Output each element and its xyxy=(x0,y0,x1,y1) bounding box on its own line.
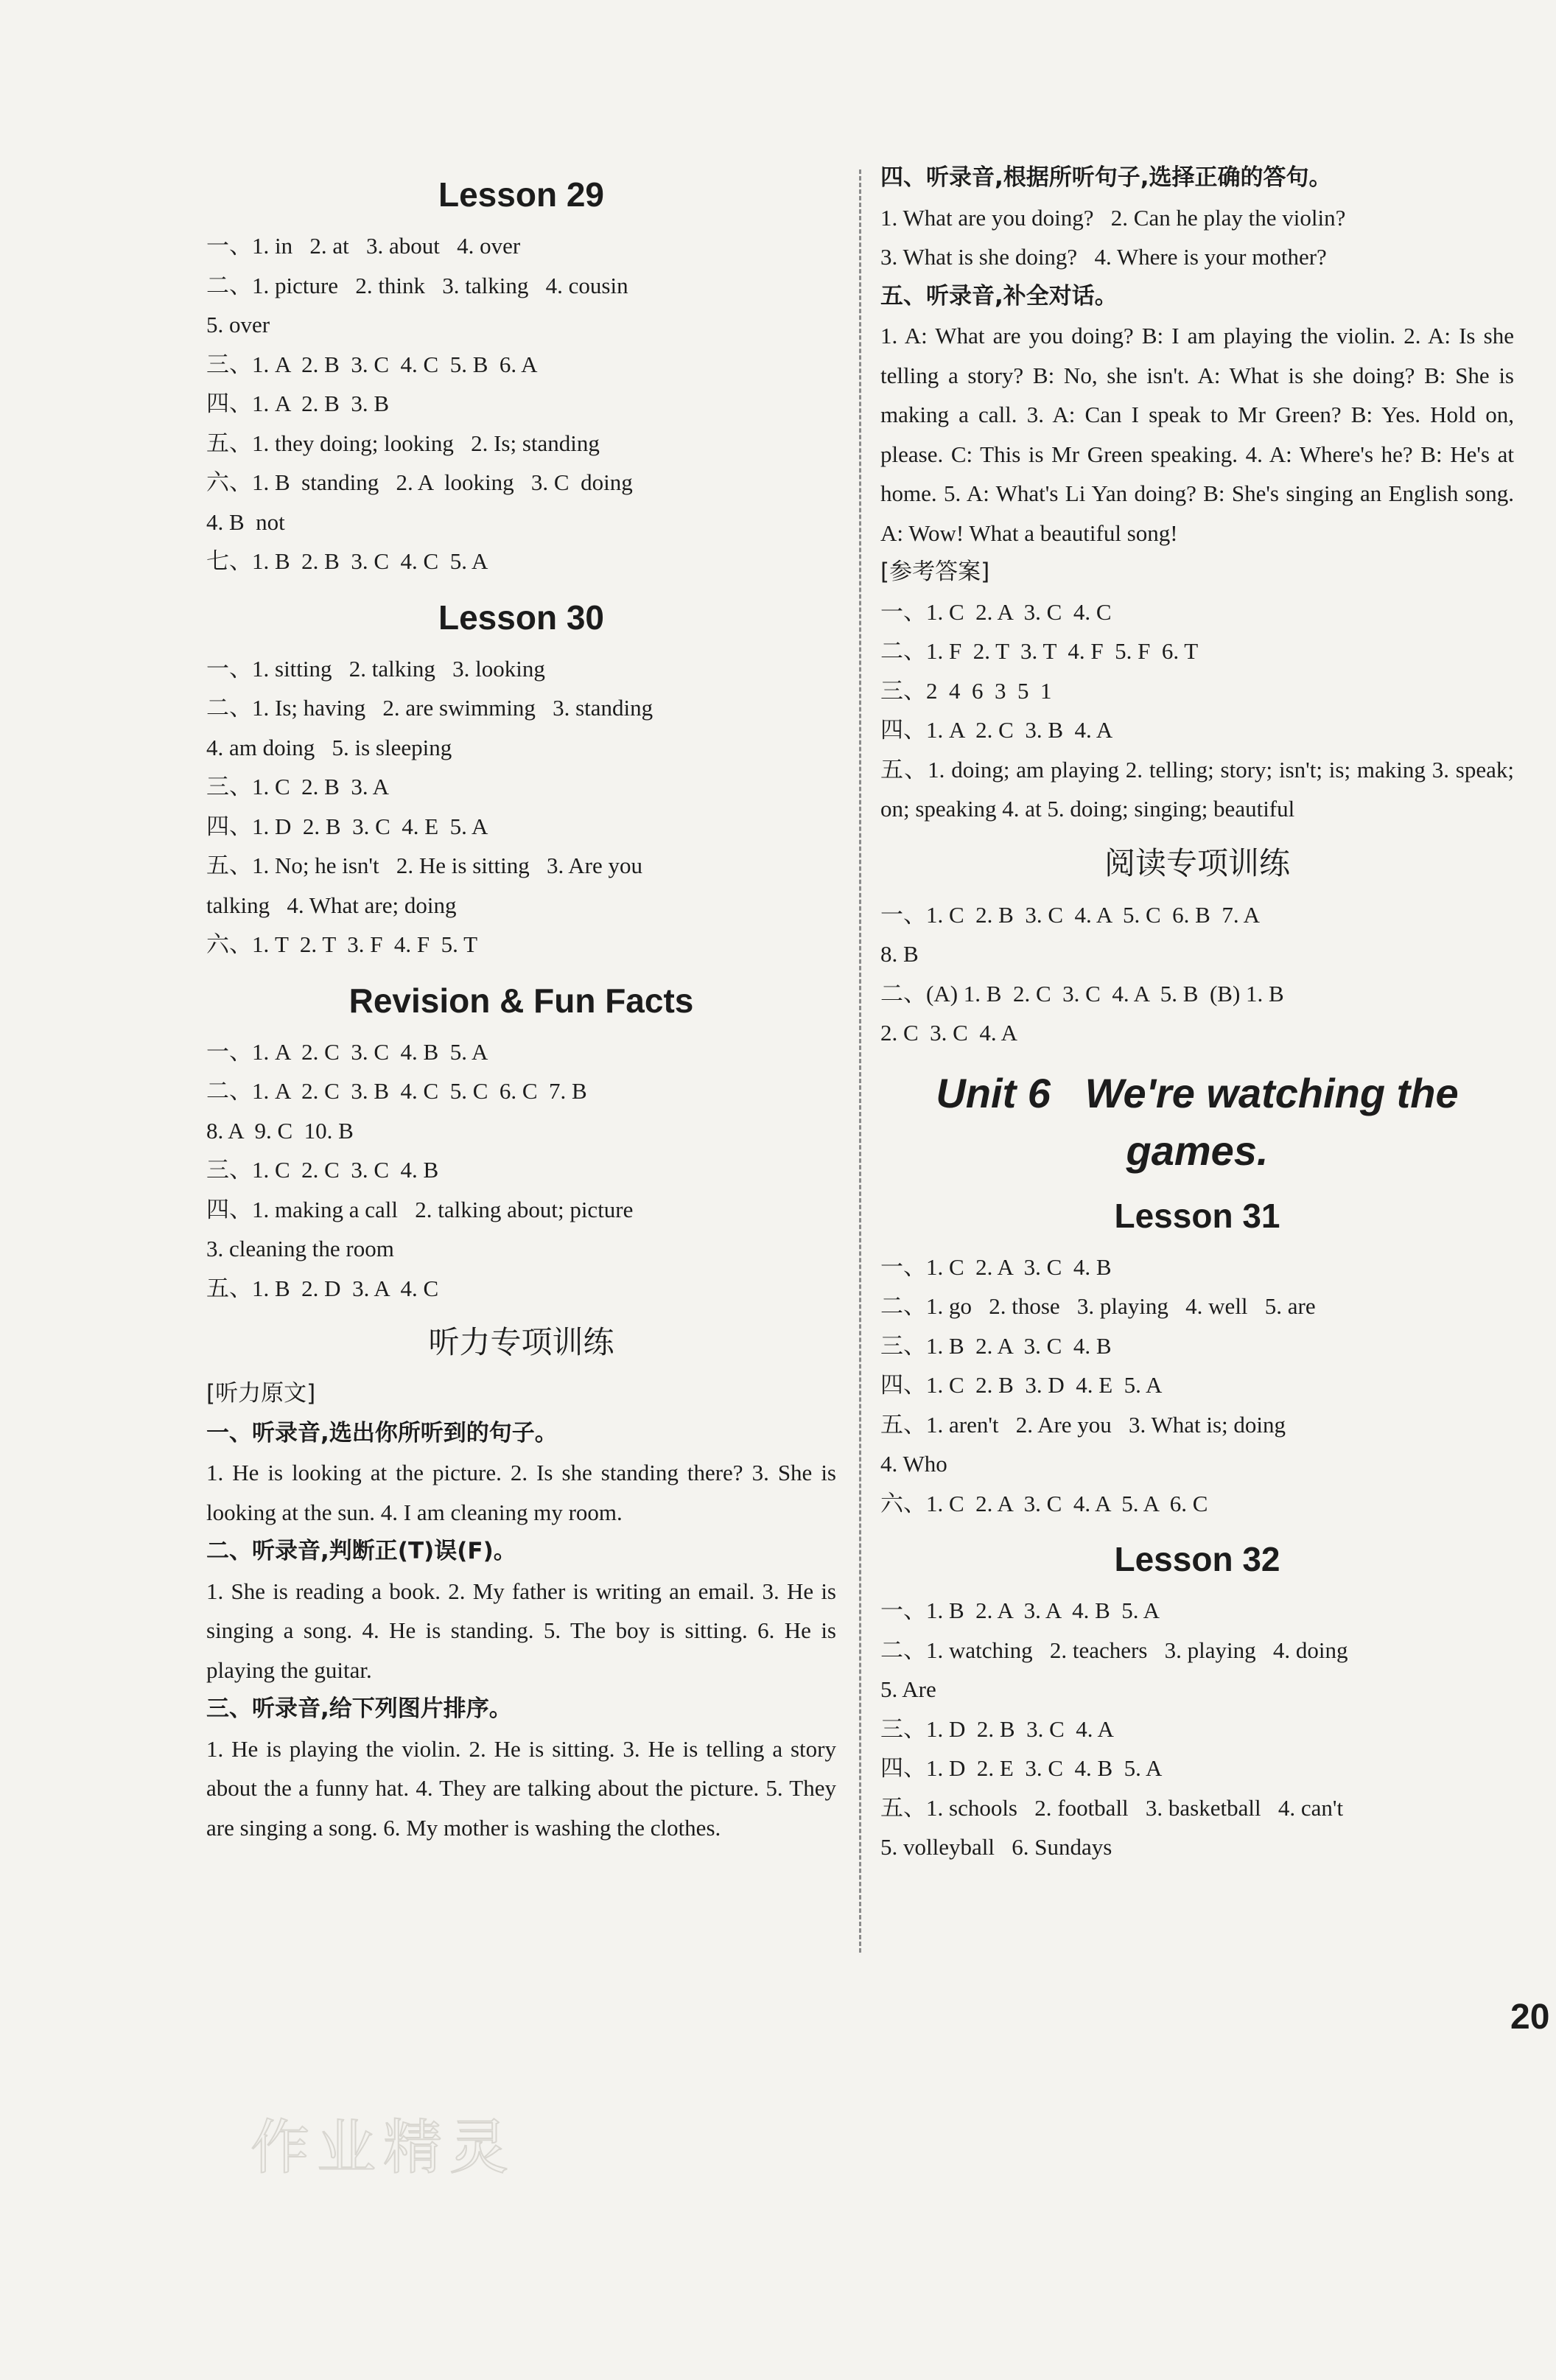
answer-line: 一、1. C 2. B 3. C 4. A 5. C 6. B 7. A xyxy=(880,901,1261,928)
listening-answer-lines xyxy=(880,592,1514,750)
listening-part1-text: 1. He is looking at the picture. 2. Is she standing there? 3. She is looking at the sun. 4. I am cleaning my room. xyxy=(206,1460,836,1525)
answer-line: 8. A 9. C 10. B xyxy=(206,1117,354,1144)
listening-part3-title: 三、听录音,给下列图片排序。 xyxy=(206,1695,512,1722)
answer-line: 8. B xyxy=(880,941,919,967)
lesson-31-answers xyxy=(880,1247,1514,1524)
listening-answer-5: 五、1. doing; am playing 2. telling; story; isn't; is; making 3. speak; on; speaking 4. at 5. doing; singing; beautiful xyxy=(880,756,1514,822)
page-number: 20 xyxy=(1510,1998,1550,2037)
answer-line: 三、1. A 2. B 3. C 4. C 5. B 6. A xyxy=(206,351,538,377)
answer-line: 四、1. C 2. B 3. D 4. E 5. A xyxy=(880,1372,1163,1398)
answer-line: talking 4. What are; doing xyxy=(206,892,457,918)
answer-line: 二、1. A 2. C 3. B 4. C 5. C 6. C 7. B xyxy=(206,1078,587,1104)
lesson-30-title: Lesson 30 xyxy=(438,598,604,637)
answer-line: 一、1. C 2. A 3. C 4. B xyxy=(880,1253,1112,1280)
answer-line: 一、1. B 2. A 3. A 4. B 5. A xyxy=(880,1597,1160,1623)
left-column xyxy=(206,158,836,1847)
answer-line: 七、1. B 2. B 3. C 4. C 5. A xyxy=(206,548,488,574)
answer-line: 一、1. A 2. C 3. C 4. B 5. A xyxy=(206,1038,488,1065)
watermark-logo: 作业精灵 xyxy=(250,2113,516,2182)
column-divider xyxy=(859,169,861,1953)
revision-answers xyxy=(206,1032,836,1309)
answer-line: 2. C 3. C 4. A xyxy=(880,1020,1018,1046)
lesson-30-answers xyxy=(206,649,836,965)
answer-line: 五、1. B 2. D 3. A 4. C xyxy=(206,1275,439,1301)
answer-line: 5. Are xyxy=(880,1676,936,1702)
answer-line: 5. volleyball 6. Sundays xyxy=(880,1834,1112,1860)
answer-line: 二、1. go 2. those 3. playing 4. well 5. are xyxy=(880,1293,1316,1319)
lesson-29-title: Lesson 29 xyxy=(438,175,604,214)
listening-part5-text: 1. A: What are you doing? B: I am playing the violin. 2. A: Is she telling a story? B: No, she isn't. A: What is she doing? B: She is making a call. 3. A: Can I speak to Mr Green? B: Yes. Hold on, please. C: This is Mr Green speaking. 4. A: Where's he? B: He's at home. 5. A: What's Li Yan doing? B: She's singing an English song. A: Wow! What a beautiful song! xyxy=(880,323,1514,546)
listening-part5-title: 五、听录音,补全对话。 xyxy=(880,282,1118,309)
answer-line: 四、1. making a call 2. talking about; picture xyxy=(206,1196,634,1222)
answer-line: 4. B not xyxy=(206,508,285,535)
answer-line: 三、2 4 6 3 5 1 xyxy=(880,677,1052,704)
listening-title: 听力专项训练 xyxy=(428,1324,614,1360)
answer-line: 三、1. C 2. B 3. A xyxy=(206,774,390,799)
listening-part1-title: 一、听录音,选出你所听到的句子。 xyxy=(206,1419,558,1446)
answer-line: 4. Who xyxy=(880,1451,947,1477)
unit-6-title xyxy=(880,1065,1514,1180)
answer-line: 三、1. D 2. B 3. C 4. A xyxy=(880,1715,1114,1742)
answer-line: 一、1. sitting 2. talking 3. looking xyxy=(206,655,545,682)
answer-line: 3. cleaning the room xyxy=(206,1236,394,1261)
listening-part2-title: 二、听录音,判断正(T)误(F)。 xyxy=(206,1538,516,1564)
answer-line: 三、1. B 2. A 3. C 4. B xyxy=(880,1332,1112,1359)
answer-line: 二、(A) 1. B 2. C 3. C 4. A 5. B (B) 1. B xyxy=(880,980,1284,1007)
answer-line: 3. What is she doing? 4. Where is your mother? xyxy=(880,244,1327,270)
answer-line: 1. What are you doing? 2. Can he play the violin? xyxy=(880,204,1346,231)
answer-line: 四、1. D 2. E 3. C 4. B 5. A xyxy=(880,1755,1163,1781)
answer-line: 五、1. schools 2. football 3. basketball 4. can't xyxy=(880,1794,1344,1821)
answer-line: 4. am doing 5. is sleeping xyxy=(206,734,452,760)
answer-line: 二、1. picture 2. think 3. talking 4. cousin xyxy=(206,272,628,298)
answer-line: 四、1. A 2. B 3. B xyxy=(206,391,390,416)
answer-line: 四、1. A 2. C 3. B 4. A xyxy=(880,717,1113,743)
answer-line: 五、1. aren't 2. Are you 3. What is; doing xyxy=(880,1411,1286,1438)
answer-line: 四、1. D 2. B 3. C 4. E 5. A xyxy=(206,813,488,839)
listening-part4-lines xyxy=(880,198,1514,277)
answer-line: 二、1. F 2. T 3. T 4. F 5. F 6. T xyxy=(880,638,1199,664)
answer-line: 三、1. C 2. C 3. C 4. B xyxy=(206,1157,439,1183)
listening-part3-text: 1. He is playing the violin. 2. He is sitting. 3. He is telling a story about the a funny hat. 4. They are talking about the picture. 5. They are singing a song. 6. My mother is washing the clothes. xyxy=(206,1735,836,1841)
answers-label: [参考答案] xyxy=(880,559,990,585)
unit-6-title-line1: Unit 6 We're watching the xyxy=(936,1069,1459,1116)
reading-answers xyxy=(880,895,1514,1053)
answer-line: 六、1. B standing 2. A looking 3. C doing xyxy=(206,469,633,495)
answer-line: 一、1. in 2. at 3. about 4. over xyxy=(206,233,521,259)
reading-title: 阅读专项训练 xyxy=(1104,844,1290,881)
lesson-31-title: Lesson 31 xyxy=(1114,1196,1280,1235)
answer-line: 六、1. C 2. A 3. C 4. A 5. A 6. C xyxy=(880,1490,1208,1516)
answer-line: 一、1. C 2. A 3. C 4. C xyxy=(880,598,1112,625)
lesson-32-answers xyxy=(880,1591,1514,1867)
lesson-32-title: Lesson 32 xyxy=(1114,1540,1280,1578)
answer-line: 二、1. watching 2. teachers 3. playing 4. doing xyxy=(880,1637,1348,1663)
right-column xyxy=(880,158,1514,1867)
answer-line: 二、1. Is; having 2. are swimming 3. standing xyxy=(206,695,653,721)
unit-6-title-line2: games. xyxy=(1126,1127,1269,1174)
lesson-29-answers xyxy=(206,226,836,581)
listening-part2-text: 1. She is reading a book. 2. My father is writing an email. 3. He is singing a song. 4. He is standing. 5. The boy is sitting. 6. He is playing the guitar. xyxy=(206,1578,836,1683)
listening-part4-title: 四、听录音,根据所听句子,选择正确的答句。 xyxy=(880,164,1332,191)
answer-line: 五、1. they doing; looking 2. Is; standing xyxy=(206,430,600,456)
revision-title: Revision & Fun Facts xyxy=(348,981,694,1020)
listening-script-label: [听力原文] xyxy=(206,1380,316,1407)
answer-line: 5. over xyxy=(206,312,270,337)
answer-line: 五、1. No; he isn't 2. He is sitting 3. Are you xyxy=(206,853,642,878)
answer-line: 六、1. T 2. T 3. F 4. F 5. T xyxy=(206,931,478,957)
